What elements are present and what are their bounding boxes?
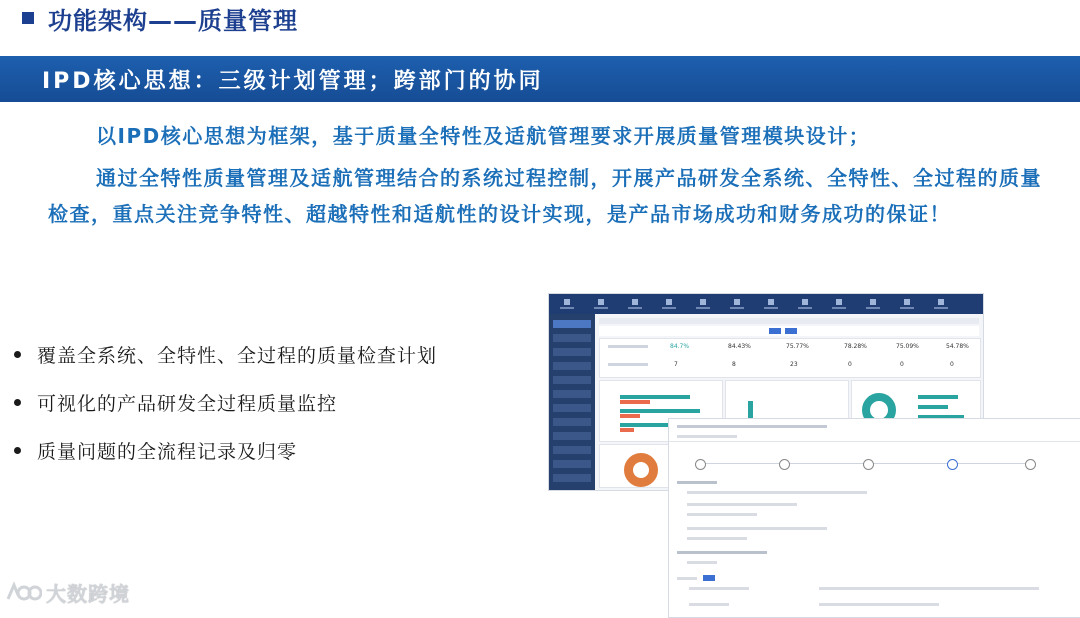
- count-value: 0: [900, 361, 904, 368]
- brand-watermark-text: 大数跨境: [46, 582, 130, 606]
- kpi-card: [599, 338, 981, 378]
- kpi-value: 84.43%: [728, 343, 751, 350]
- bullet-text: 覆盖全系统、全特性、全过程的质量检查计划: [37, 344, 438, 367]
- nav-icon: [689, 297, 717, 311]
- nav-icon: [553, 297, 581, 311]
- bullet-item: [14, 388, 437, 416]
- title-square-icon: [22, 12, 34, 24]
- nav-icon: [757, 297, 785, 311]
- bullet-text: 可视化的产品研发全过程质量监控: [37, 392, 338, 415]
- kpi-value: 78.28%: [844, 343, 867, 350]
- section-band-text: IPD核心思想：三级计划管理；跨部门的协同: [42, 69, 544, 94]
- bullet-dot-icon: [14, 399, 21, 406]
- dashboard-sidebar: [549, 314, 595, 490]
- nav-icon: [587, 297, 615, 311]
- kpi-value: 75.77%: [786, 343, 809, 350]
- intro-paragraph-2: 通过全特性质量管理及适航管理结合的系统过程控制，开展产品研发全系统、全特性、全过程的质量检查，重点关注竞争特性、超越特性和适航性的设计实现，是产品市场成功和财务成功的保证！: [48, 166, 1042, 226]
- section-band: [0, 56, 1080, 102]
- nav-icon: [723, 297, 751, 311]
- nav-icon: [825, 297, 853, 311]
- nav-icon: [655, 297, 683, 311]
- slide-title: [22, 2, 298, 34]
- kpi-value: 84.7%: [670, 343, 690, 350]
- nav-icon: [859, 297, 887, 311]
- feature-bullet-list: [14, 340, 437, 484]
- kpi-value: 54.78%: [946, 343, 969, 350]
- brand-logo-icon: [4, 581, 42, 605]
- nav-icon: [927, 297, 955, 311]
- slide-title-text: 功能架构——质量管理: [48, 6, 298, 35]
- bullet-item: [14, 340, 437, 368]
- count-value: 0: [848, 361, 852, 368]
- count-value: 0: [950, 361, 954, 368]
- issue-tracking-screenshot: [668, 418, 1080, 618]
- bullet-item: [14, 436, 437, 464]
- bullet-dot-icon: [14, 351, 21, 358]
- intro-paragraph-1: 以IPD核心思想为框架，基于质量全特性及适航管理要求开展质量管理模块设计；: [96, 124, 871, 148]
- count-value: 8: [732, 361, 736, 368]
- brand-watermark: [4, 578, 130, 607]
- bullet-dot-icon: [14, 447, 21, 454]
- count-value: 23: [790, 361, 798, 368]
- nav-icon: [621, 297, 649, 311]
- bullet-text: 质量问题的全流程记录及归零: [37, 440, 298, 463]
- nav-icon: [893, 297, 921, 311]
- nav-icon: [791, 297, 819, 311]
- count-value: 7: [674, 361, 678, 368]
- kpi-value: 75.09%: [896, 343, 919, 350]
- dashboard-top-nav: [549, 294, 983, 314]
